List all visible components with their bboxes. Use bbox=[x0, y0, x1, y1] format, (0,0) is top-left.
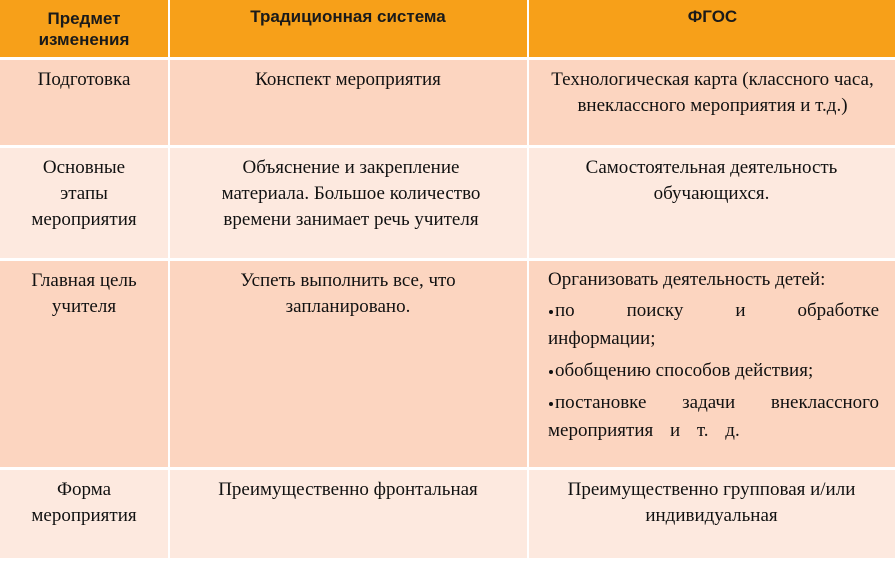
header-traditional-system: Традиционная система bbox=[250, 7, 446, 26]
bullet-dot-icon bbox=[549, 310, 553, 314]
header-fgos: ФГОС bbox=[687, 7, 738, 26]
table-row bbox=[0, 148, 895, 258]
fgos-cell: Преимущественно групповая и/или индивидуальная bbox=[567, 479, 856, 526]
traditional-cell: Преимущественно фронтальная bbox=[218, 479, 478, 500]
fgos-cell: Технологическая карта (классного часа, внеклассного мероприятия и т.д.) bbox=[551, 69, 874, 116]
column-divider bbox=[527, 0, 529, 562]
traditional-cell: Объяснение и закрепление материала. Большое количество времени занимает речь учителя bbox=[221, 157, 481, 230]
header-subject-of-change: Предмет изменения bbox=[38, 9, 130, 49]
traditional-cell: Конспект мероприятия bbox=[255, 69, 441, 90]
table-row bbox=[0, 261, 895, 467]
list-item: обобщению способов действия; bbox=[548, 357, 879, 385]
row-label: Форма мероприятия bbox=[31, 479, 137, 526]
list-item: по поиску и обработке информации; bbox=[548, 300, 879, 349]
column-divider bbox=[168, 0, 170, 562]
table-row bbox=[0, 60, 895, 145]
fgos-cell bbox=[528, 261, 895, 467]
list-item: постановке задачи внеклассного мероприятия и т. д. bbox=[548, 392, 879, 441]
row-label: Подготовка bbox=[37, 69, 131, 90]
bullet-dot-icon bbox=[549, 370, 553, 374]
goals-lead: Организовать деятельность детей: bbox=[548, 269, 826, 290]
traditional-cell: Успеть выполнить все, что запланировано. bbox=[240, 270, 456, 317]
bullet-dot-icon bbox=[549, 402, 553, 406]
row-label: Главная цель учителя bbox=[31, 270, 137, 317]
row-label: Основные этапы мероприятия bbox=[31, 157, 137, 230]
fgos-cell: Самостоятельная деятельность обучающихся. bbox=[585, 157, 838, 204]
table-row bbox=[0, 470, 895, 558]
table-header-row bbox=[0, 0, 895, 57]
